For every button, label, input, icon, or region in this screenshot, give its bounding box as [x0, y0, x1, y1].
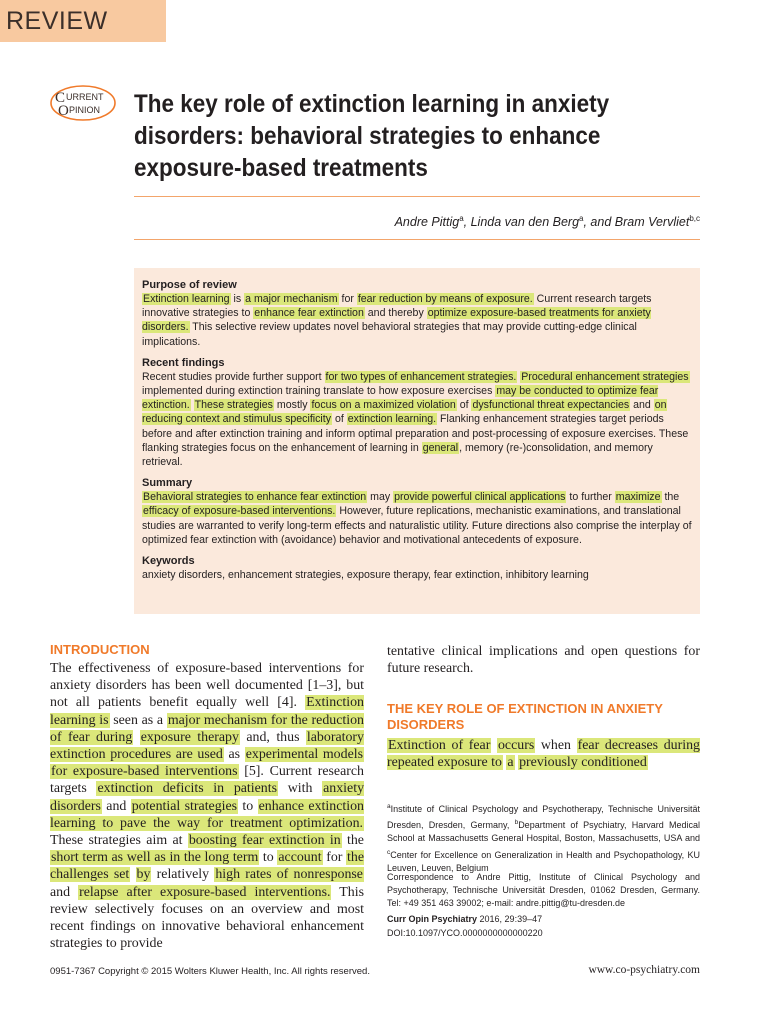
highlighted-text: short term as well as in the long term — [51, 850, 259, 866]
highlighted-text: Extinction learning — [143, 293, 230, 305]
author-name: Bram Vervliet — [614, 215, 690, 230]
highlighted-text: occurs — [497, 738, 535, 753]
continued-text: tentative clinical implications and open questions for future research. — [387, 644, 700, 677]
highlighted-text: high rates of nonresponse — [215, 867, 363, 883]
highlighted-text: boosting fear extinction in — [188, 833, 341, 849]
findings-text: Recent studies provide further support for two types of enhancement strategies. Procedural enhancement strategies implemented during extinction training translate to how exposure exercises may be conducted to optimize fear extinction. These strategies mostly focus on a maximized violation of dysfunctional threat expectancies and on reducing context and stimulus specificity of extinction learning. Flanking enhancement strategies target periods before and after extinction training and inform optimal preparation and post-processing of exposure exercises. These flanking strategies focus on the enhancement of learning in general, memory (re-)consolidation, and memory retrieval. — [142, 370, 689, 469]
highlighted-text: Procedural enhancement strategies — [521, 370, 689, 383]
correspondence: Correspondence to Andre Pittig, Institute of Clinical Psychology and Psychotherapy, Technische Universität Dresden, 01062 Dresden, Germany. Tel: +49 351 463 39002; e-mail: andre.pittig@tu-dresden.de — [387, 872, 700, 909]
logo-letter-c: C — [55, 90, 66, 106]
affiliation-mark: b — [514, 819, 519, 827]
summary-heading: Summary — [142, 477, 193, 490]
journal-name: Curr Opin Psychiatry — [387, 914, 478, 924]
highlighted-text: These strategies — [194, 399, 273, 412]
author-name: Linda van den Berg — [470, 215, 580, 230]
highlighted-text: extinction learning. — [347, 413, 437, 426]
logo-line2: PINION — [69, 105, 101, 115]
author-affiliation-mark: b,c — [689, 214, 700, 223]
affiliation-mark: c — [387, 848, 391, 856]
journal-citation — [387, 913, 700, 926]
article-title: The key role of extinction learning in anxiety disorders: behavioral strategies to enhance exposure-based treatments — [134, 90, 610, 182]
author-affiliation-mark: a — [579, 214, 584, 223]
keywords-heading: Keywords — [142, 555, 195, 568]
highlighted-text: account — [278, 850, 322, 866]
highlighted-text: major mechanism for the reduction of fear during — [50, 712, 364, 745]
divider-top — [134, 196, 700, 197]
highlighted-text: relapse after exposure-based interventions. — [79, 884, 331, 900]
highlighted-text: for two types of enhancement strategies. — [325, 370, 517, 383]
highlighted-text: previously conditioned — [519, 755, 647, 771]
copyright-footer: 0951-7367 Copyright © 2015 Wolters Kluwer Health, Inc. All rights reserved. — [50, 966, 370, 977]
intro-text: The effectiveness of exposure-based interventions for anxiety disorders has been well documented [1–3], but not all patients benefit equally well [4]. Extinction learning is seen as a major mechanism for the reduction of fear during exposure therapy and, thus laboratory extinction procedures are used as experimental models for exposure-based interventions [5]. Current research targets extinction deficits in patients with anxiety disorders and potential strategies to enhance extinction learning to pave the way for treatment optimization. These strategies aim at boosting fear extinction in the short term as well as in the long term to account for the challenges set by relatively high rates of nonresponse and relapse after exposure-based interventions. This review selectively focuses on an overview and most recent findings on innovative behavioral enhancement strategies to provide — [50, 661, 365, 952]
logo-line1: URRENT — [66, 92, 104, 102]
highlighted-text: extinction deficits in patients — [97, 781, 278, 797]
highlighted-text: optimize exposure-based treatments for anxiety disorders. — [142, 307, 651, 334]
highlighted-text: anxiety disorders — [50, 781, 365, 814]
highlighted-text: dysfunctional threat expectancies — [472, 399, 630, 412]
highlighted-text: focus on a maximized violation — [311, 399, 456, 412]
affiliation-mark: a — [387, 803, 391, 810]
highlighted-text: by — [136, 867, 151, 883]
highlighted-text: Behavioral strategies to enhance fear extinction — [143, 491, 367, 504]
highlighted-text: Extinction learning is — [50, 695, 364, 728]
summary-text: Behavioral strategies to enhance fear extinction may provide powerful clinical applications to further maximize the efficacy of exposure-based interventions. However, future replications, mechanistic examinations, and translational studies are warranted to verify long-term effects and naturalistic utility. Future directions also comprise the interplay of optimized fear extinction with (avoidance) behavior and motivational antecedents of exposure. — [142, 491, 692, 546]
highlighted-text: exposure therapy — [140, 729, 239, 745]
highlighted-text: on reducing context and stimulus specificity — [142, 399, 667, 426]
author-affiliation-mark: a — [459, 214, 464, 223]
author-list: Andre Pittig$^a$, Linda van den Berg$^a$, and Bram Vervliet$^{b,c}$ — [394, 214, 700, 230]
key-role-heading: THE KEY ROLE OF EXTINCTION IN ANXIETY DISORDERS — [387, 701, 663, 732]
section-tab: REVIEW — [0, 0, 166, 42]
findings-heading: Recent findings — [142, 356, 225, 369]
highlighted-text: maximize — [615, 491, 661, 504]
key-role-text: Extinction of fear occurs when fear decreases during repeated exposure to a previously conditioned — [387, 738, 700, 771]
logo-letter-o: O — [58, 103, 69, 119]
highlighted-text: Extinction of fear — [388, 738, 491, 753]
highlighted-text: the challenges set — [50, 850, 365, 883]
highlighted-text: experimental models — [245, 747, 363, 763]
highlighted-text: may be conducted to optimize fear extinction. — [142, 385, 659, 412]
current-opinion-logo-icon — [49, 84, 117, 122]
purpose-text: Extinction learning is a major mechanism for fear reduction by means of exposure. Current research targets innovative strategies to enhance fear extinction and thereby optimize exposure-based treatments for anxiety disorders. This selective review updates novel behavioral strategies that may provide cutting-edge clinical implications. — [142, 293, 652, 348]
highlighted-text: fear decreases during repeated exposure to — [387, 738, 700, 771]
highlighted-text: laboratory extinction procedures are used — [50, 729, 364, 763]
highlighted-text: a — [507, 755, 514, 771]
website-link[interactable]: www.co-psychiatry.com — [588, 964, 700, 976]
journal-cite: 2016, 29:39–47 — [477, 914, 543, 924]
intro-heading: INTRODUCTION — [50, 642, 150, 657]
highlighted-text: enhance fear extinction — [254, 307, 364, 320]
highlighted-text: efficacy of exposure-based interventions. — [143, 505, 336, 518]
highlighted-text: enhance extinction learning to pave the way for treatment optimization. — [50, 798, 364, 831]
logo-mark — [49, 84, 117, 122]
highlighted-text: fear reduction by means of exposure. — [357, 293, 533, 305]
highlighted-text: provide powerful clinical applications — [394, 491, 566, 504]
keywords-text: anxiety disorders, enhancement strategies, exposure therapy, fear extinction, inhibitory learning — [142, 569, 589, 582]
highlighted-text: a major mechanism — [245, 293, 338, 305]
highlighted-text: for exposure-based interventions — [51, 764, 238, 780]
author-name: Andre Pittig — [394, 215, 460, 230]
purpose-heading: Purpose of review — [142, 279, 237, 291]
highlighted-text: potential strategies — [131, 798, 238, 814]
doi: DOI:10.1097/YCO.0000000000000220 — [387, 928, 543, 938]
abstract-box — [134, 268, 700, 614]
divider-bottom — [134, 239, 700, 240]
highlighted-text: general — [422, 441, 459, 454]
affiliations: $^a$Institute of Clinical Psychology and Psychotherapy, Technische Universität Dresden, Dresden, Germany, $^b$Department of Psychiatry, Harvard Medical School at Massachusetts General Hospital, Boston, Massachusetts, USA and $^c$Center for Excellence on Generalization in Health and Psychopathology, KU Leuven, Leuven, Belgium — [387, 803, 700, 873]
